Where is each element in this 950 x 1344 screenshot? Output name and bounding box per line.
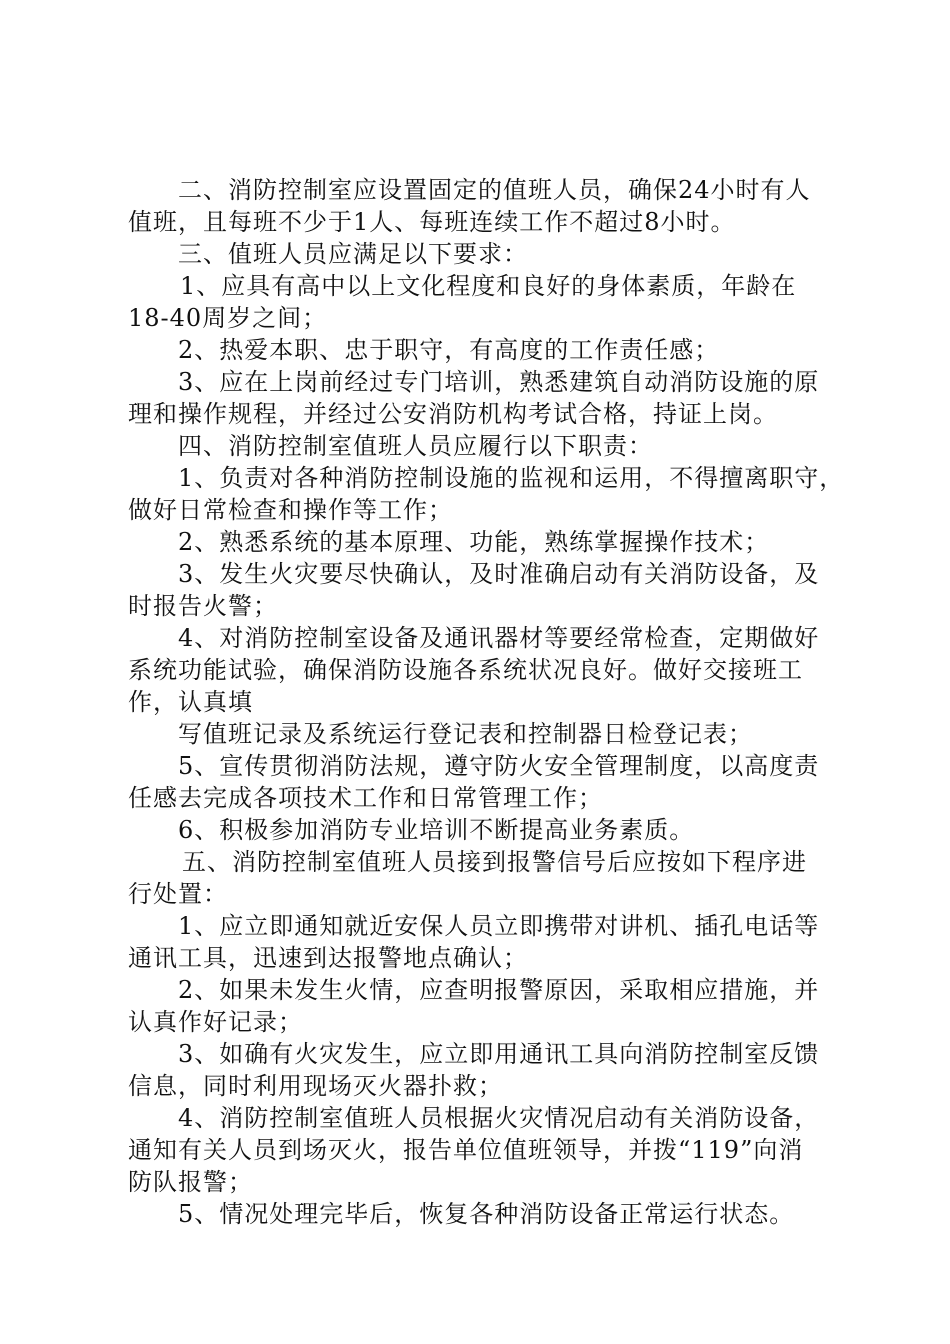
text-line: 二、消防控制室应设置固定的值班人员，确保24小时有人 [178, 176, 811, 204]
text-line: 通知有关人员到场灭火，报告单位值班领导，并拨“119”向消 [128, 1136, 804, 1164]
text-line: 认真作好记录； [128, 1008, 303, 1036]
text-line: 2、熟悉系统的基本原理、功能，熟练掌握操作技术； [178, 528, 770, 556]
section-heading: 五、消防控制室值班人员接到报警信号后应按如下程序进 [182, 848, 807, 876]
text-line: 3、如确有火灾发生，应立即用通讯工具向消防控制室反馈 [178, 1040, 820, 1068]
text-line: 3、发生火灾要尽快确认，及时准确启动有关消防设备，及 [178, 560, 820, 588]
text-line: 值班，且每班不少于1人、每班连续工作不超过8小时。 [128, 208, 736, 236]
text-line: 写值班记录及系统运行登记表和控制器日检登记表； [178, 720, 753, 748]
text-line: 1、负责对各种消防控制设施的监视和运用，不得擅离职守， [178, 464, 845, 492]
text-line: 理和操作规程，并经过公安消防机构考试合格，持证上岗。 [128, 400, 778, 428]
section-heading: 四、消防控制室值班人员应履行以下职责： [178, 432, 653, 460]
text-line: 1、应具有高中以上文化程度和良好的身体素质，年龄在 [180, 272, 797, 300]
text-line: 系统功能试验，确保消防设施各系统状况良好。做好交接班工 [128, 656, 803, 684]
text-line: 1、应立即通知就近安保人员立即携带对讲机、插孔电话等 [178, 912, 820, 940]
text-line: 2、热爱本职、忠于职守，有高度的工作责任感； [178, 336, 720, 364]
text-line: 做好日常检查和操作等工作； [128, 496, 453, 524]
text-line: 防队报警； [128, 1168, 253, 1196]
text-line: 信息，同时利用现场灭火器扑救； [128, 1072, 503, 1100]
text-line: 任感去完成各项技术工作和日常管理工作； [128, 784, 603, 812]
section-heading: 三、值班人员应满足以下要求： [178, 240, 528, 268]
text-line: 4、消防控制室值班人员根据火灾情况启动有关消防设备， [178, 1104, 820, 1132]
text-line: 时报告火警； [128, 592, 278, 620]
text-line: 作，认真填 [128, 688, 253, 716]
text-line: 6、积极参加消防专业培训不断提高业务素质。 [178, 816, 695, 844]
text-line: 5、情况处理完毕后，恢复各种消防设备正常运行状态。 [178, 1200, 795, 1228]
text-line: 通讯工具，迅速到达报警地点确认； [128, 944, 528, 972]
text-line: 2、如果未发生火情，应查明报警原因，采取相应措施，并 [178, 976, 820, 1004]
text-line: 3、应在上岗前经过专门培训，熟悉建筑自动消防设施的原 [178, 368, 820, 396]
text-line: 行处置： [128, 880, 228, 908]
text-line: 4、对消防控制室设备及通讯器材等要经常检查，定期做好 [178, 624, 820, 652]
text-line: 5、宣传贯彻消防法规，遵守防火安全管理制度，以高度责 [178, 752, 820, 780]
text-line: 18-40周岁之间； [128, 304, 328, 332]
